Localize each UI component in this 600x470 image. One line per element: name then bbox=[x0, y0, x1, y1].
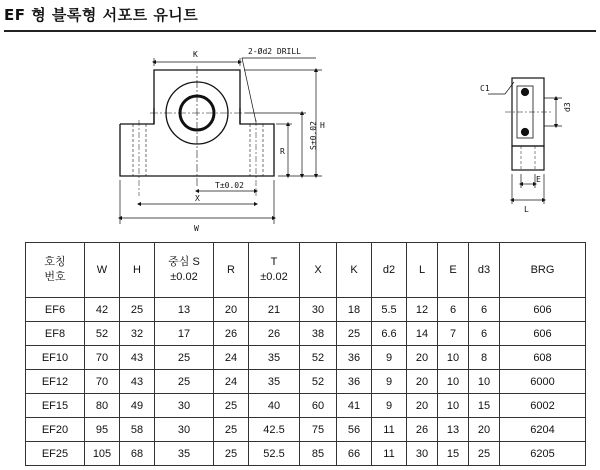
table-cell: 80 bbox=[85, 394, 120, 418]
label-h: H bbox=[320, 121, 325, 130]
table-cell: 9 bbox=[372, 346, 407, 370]
table-cell: 32 bbox=[120, 322, 155, 346]
table-cell: 43 bbox=[120, 346, 155, 370]
table-row bbox=[26, 370, 586, 394]
table-cell: 42 bbox=[85, 298, 120, 322]
title-divider bbox=[4, 30, 596, 32]
label-l: L bbox=[524, 205, 529, 214]
table-cell: 20 bbox=[407, 370, 438, 394]
col-header: d2 bbox=[372, 243, 407, 298]
label-r: R bbox=[280, 147, 285, 156]
label-drill: 2-Ød2 DRILL bbox=[248, 47, 301, 56]
col-header: R bbox=[214, 243, 249, 298]
table-cell: 606 bbox=[500, 298, 586, 322]
table-cell: 38 bbox=[300, 322, 337, 346]
table-row bbox=[26, 346, 586, 370]
page-title: EF 형 블록형 서포트 유니트 bbox=[4, 6, 199, 24]
col-header: E bbox=[438, 243, 469, 298]
table-cell: 8 bbox=[469, 346, 500, 370]
table-cell: EF10 bbox=[26, 346, 85, 370]
table-cell: 24 bbox=[214, 370, 249, 394]
table-row bbox=[26, 442, 586, 466]
table-cell: 35 bbox=[155, 442, 214, 466]
table-cell: 20 bbox=[407, 394, 438, 418]
table-cell: 6 bbox=[469, 322, 500, 346]
table-cell: EF15 bbox=[26, 394, 85, 418]
drill-leader bbox=[242, 58, 316, 122]
side-dimensions bbox=[488, 82, 562, 204]
table-cell: 20 bbox=[214, 298, 249, 322]
table-cell: 6204 bbox=[500, 418, 586, 442]
label-c1: C1 bbox=[480, 84, 490, 93]
label-w: W bbox=[194, 224, 199, 233]
table-cell: 26 bbox=[214, 322, 249, 346]
table-cell: 26 bbox=[249, 322, 300, 346]
table-cell: 43 bbox=[120, 370, 155, 394]
table-cell: 41 bbox=[337, 394, 372, 418]
table-cell: 20 bbox=[407, 346, 438, 370]
table-cell: 52 bbox=[300, 370, 337, 394]
table-cell: 11 bbox=[372, 442, 407, 466]
table-cell: 52 bbox=[300, 346, 337, 370]
table-cell: 6205 bbox=[500, 442, 586, 466]
table-cell: 13 bbox=[438, 418, 469, 442]
table-cell: 20 bbox=[469, 418, 500, 442]
table-cell: 15 bbox=[438, 442, 469, 466]
label-x: X bbox=[195, 194, 200, 203]
table-cell: 9 bbox=[372, 370, 407, 394]
table-cell: 36 bbox=[337, 370, 372, 394]
table-cell: 49 bbox=[120, 394, 155, 418]
label-s: S±0.02 bbox=[309, 121, 318, 150]
label-e: E bbox=[536, 175, 541, 184]
table-cell: 13 bbox=[155, 298, 214, 322]
table-cell: 105 bbox=[85, 442, 120, 466]
table-cell: 608 bbox=[500, 346, 586, 370]
table-cell: 9 bbox=[372, 394, 407, 418]
table-cell: 17 bbox=[155, 322, 214, 346]
col-header: d3 bbox=[469, 243, 500, 298]
c1-leader bbox=[488, 82, 514, 94]
table-cell: 68 bbox=[120, 442, 155, 466]
table-cell: 10 bbox=[438, 394, 469, 418]
table-cell: 11 bbox=[372, 418, 407, 442]
table-cell: 12 bbox=[407, 298, 438, 322]
table-cell: 30 bbox=[155, 418, 214, 442]
side-view bbox=[505, 78, 552, 170]
table-cell: 606 bbox=[500, 322, 586, 346]
table-cell: 85 bbox=[300, 442, 337, 466]
table-cell: EF8 bbox=[26, 322, 85, 346]
table-cell: 10 bbox=[469, 370, 500, 394]
table-cell: 25 bbox=[337, 322, 372, 346]
table-cell: 21 bbox=[249, 298, 300, 322]
col-header: X bbox=[300, 243, 337, 298]
col-header: L bbox=[407, 243, 438, 298]
table-cell: 25 bbox=[214, 394, 249, 418]
table-cell: 6000 bbox=[500, 370, 586, 394]
table-cell: 95 bbox=[85, 418, 120, 442]
table-cell: 25 bbox=[155, 346, 214, 370]
side-base-outline bbox=[512, 146, 544, 170]
table-cell: EF20 bbox=[26, 418, 85, 442]
table-cell: 70 bbox=[85, 346, 120, 370]
table-cell: EF12 bbox=[26, 370, 85, 394]
table-cell: 15 bbox=[469, 394, 500, 418]
table-cell: 25 bbox=[120, 298, 155, 322]
label-d3: d3 bbox=[563, 102, 572, 112]
table-cell: 14 bbox=[407, 322, 438, 346]
col-header: 호칭 번호 bbox=[26, 243, 85, 298]
table-cell: 7 bbox=[438, 322, 469, 346]
table-cell: 6 bbox=[438, 298, 469, 322]
table-cell: 6.6 bbox=[372, 322, 407, 346]
table-row bbox=[26, 418, 586, 442]
table-cell: 30 bbox=[407, 442, 438, 466]
front-dimensions bbox=[120, 58, 322, 224]
table-cell: 6002 bbox=[500, 394, 586, 418]
table-cell: 10 bbox=[438, 370, 469, 394]
table-cell: 52.5 bbox=[249, 442, 300, 466]
table-cell: 60 bbox=[300, 394, 337, 418]
table-cell: 25 bbox=[155, 370, 214, 394]
table-row bbox=[26, 394, 586, 418]
col-header: K bbox=[337, 243, 372, 298]
table-cell: 70 bbox=[85, 370, 120, 394]
spec-table bbox=[25, 242, 586, 466]
table-cell: 35 bbox=[249, 370, 300, 394]
side-dimension-labels bbox=[480, 84, 572, 214]
table-cell: 6 bbox=[469, 298, 500, 322]
table-cell: 52 bbox=[85, 322, 120, 346]
table-row bbox=[26, 298, 586, 322]
table-cell: 25 bbox=[214, 418, 249, 442]
col-header: BRG bbox=[500, 243, 586, 298]
col-header: H bbox=[120, 243, 155, 298]
col-header: W bbox=[85, 243, 120, 298]
ball-top bbox=[522, 89, 529, 96]
table-cell: EF25 bbox=[26, 442, 85, 466]
table-cell: 42.5 bbox=[249, 418, 300, 442]
table-cell: 66 bbox=[337, 442, 372, 466]
front-view bbox=[120, 66, 274, 196]
table-cell: 18 bbox=[337, 298, 372, 322]
table-cell: 58 bbox=[120, 418, 155, 442]
table-cell: 5.5 bbox=[372, 298, 407, 322]
table-cell: 30 bbox=[300, 298, 337, 322]
table-cell: 30 bbox=[155, 394, 214, 418]
table-header-row bbox=[26, 243, 586, 298]
table-cell: 24 bbox=[214, 346, 249, 370]
ball-bottom bbox=[522, 129, 529, 136]
table-cell: 25 bbox=[214, 442, 249, 466]
table-cell: 40 bbox=[249, 394, 300, 418]
technical-drawing bbox=[0, 36, 600, 236]
label-t: T±0.02 bbox=[215, 181, 244, 190]
table-cell: 75 bbox=[300, 418, 337, 442]
table-cell: 36 bbox=[337, 346, 372, 370]
table-cell: 10 bbox=[438, 346, 469, 370]
table-cell: 56 bbox=[337, 418, 372, 442]
table-cell: 35 bbox=[249, 346, 300, 370]
table-cell: EF6 bbox=[26, 298, 85, 322]
table-row bbox=[26, 322, 586, 346]
col-header: T ±0.02 bbox=[249, 243, 300, 298]
table-cell: 26 bbox=[407, 418, 438, 442]
table-cell: 25 bbox=[469, 442, 500, 466]
col-header: 중심 S ±0.02 bbox=[155, 243, 214, 298]
label-k: K bbox=[193, 50, 198, 59]
